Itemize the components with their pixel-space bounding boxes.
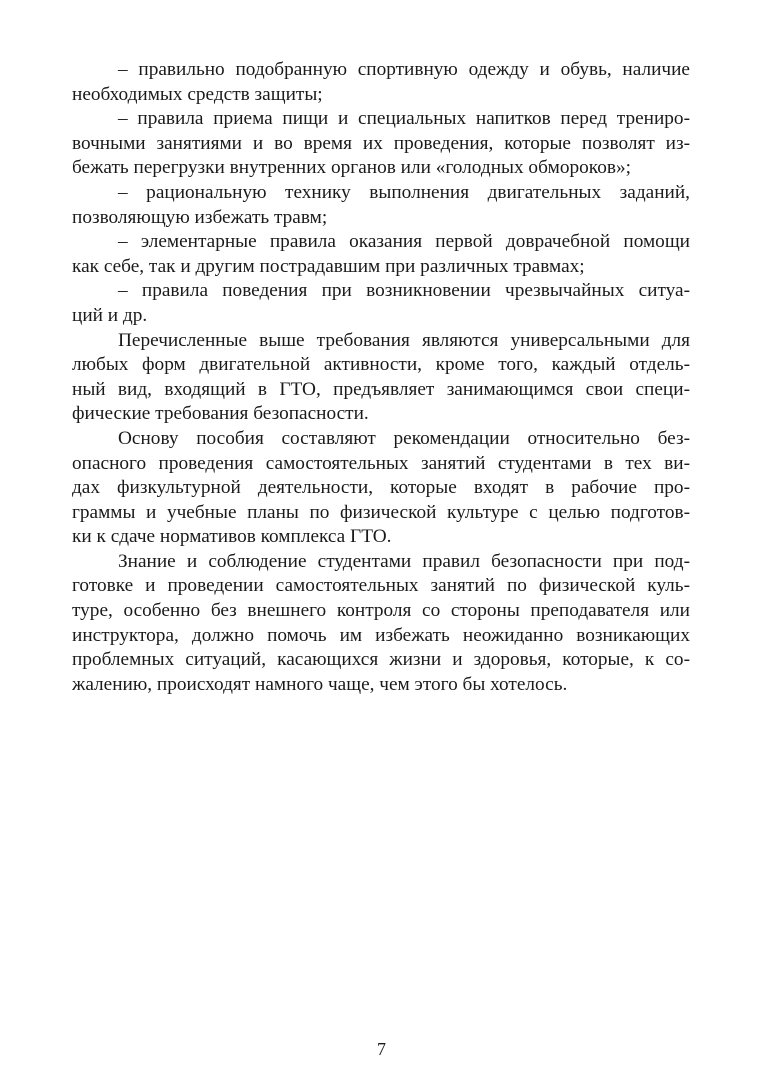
text-line: ный вид, входящий в ГТО, предъявляет занимающимся свои специ- [72, 378, 690, 400]
text-line: – правила приема пищи и специальных напитков перед трениро- [118, 108, 690, 130]
text-line: – рациональную технику выполнения двигательных заданий, [118, 181, 690, 203]
text-line: – правильно подобранную спортивную одежду и обувь, наличие [118, 59, 690, 80]
text-line: Основу пособия составляют рекомендации относительно без- [118, 427, 690, 449]
text-line: – элементарные правила оказания первой доврачебной помощи [118, 231, 690, 253]
text-line: Знание и соблюдение студентами правил безопасности при под- [118, 550, 690, 572]
text-line: жалению, происходят намного чаще, чем этого бы хотелось. [72, 673, 568, 695]
text-line: опасного проведения самостоятельных занятий студентами в тех ви- [72, 452, 690, 474]
text-line: как себе, так и другим пострадавшим при различных травмах; [72, 255, 585, 277]
text-line: любых форм двигательной активности, кроме того, каждый отдель- [72, 354, 690, 376]
text-line: – правила поведения при возникновении чрезвычайных ситуа- [118, 280, 690, 302]
text-line: ки к сдаче нормативов комплекса ГТО. [72, 526, 392, 548]
text-line: необходимых средств защиты; [72, 83, 323, 105]
text-line: вочными занятиями и во время их проведения, которые позволят из- [72, 132, 690, 154]
text-line: туре, особенно без внешнего контроля со стороны преподавателя или [72, 600, 690, 622]
text-line: граммы и учебные планы по физической культуре с целью подготов- [72, 501, 690, 523]
text-line: фические требования безопасности. [72, 403, 369, 425]
text-line: готовке и проведении самостоятельных занятий по физической куль- [72, 575, 690, 597]
text-line: инструктора, должно помочь им избежать неожиданно возникающих [72, 624, 690, 646]
text-line: бежать перегрузки внутренних органов или «голодных обмороков»; [72, 157, 631, 179]
document-body [72, 58, 690, 697]
text-line: позволяющую избежать травм; [72, 206, 328, 228]
text-line: проблемных ситуаций, касающихся жизни и здоровья, которые, к со- [72, 649, 690, 671]
text-line: дах физкультурной деятельности, которые входят в рабочие про- [72, 477, 690, 499]
text-line: ций и др. [72, 304, 148, 326]
page-number: 7 [377, 1039, 386, 1059]
text-line: Перечисленные выше требования являются универсальными для [118, 329, 690, 351]
